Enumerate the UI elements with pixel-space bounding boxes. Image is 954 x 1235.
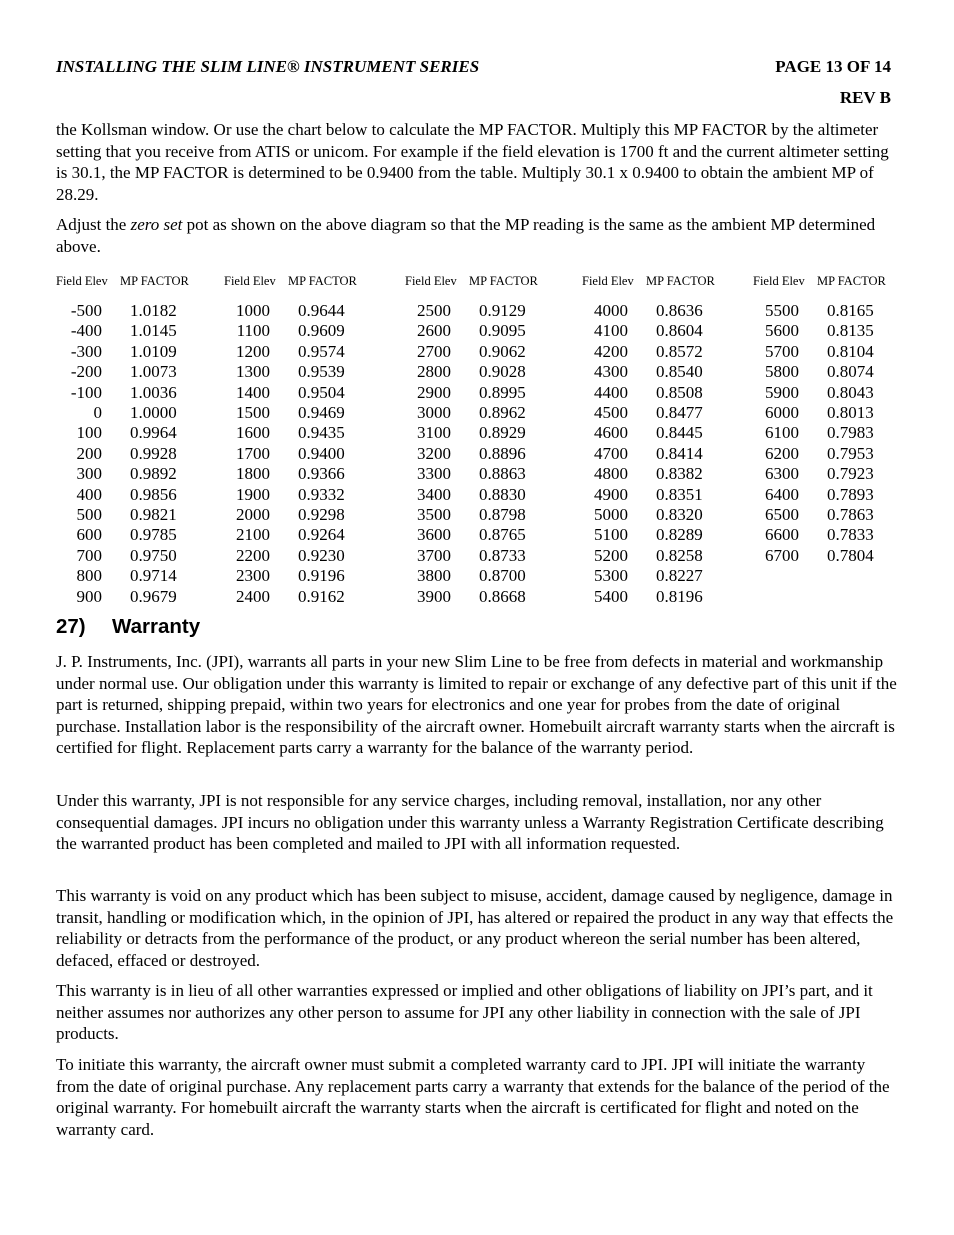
field-elevation-cell: 1900 [236, 484, 270, 504]
mp-factor-cell: 0.8104 [827, 341, 874, 361]
field-elevation-cell: 1800 [236, 464, 270, 484]
mp-factor-cell: 0.8445 [656, 423, 703, 443]
field-elevation-cell: 6700 [765, 545, 799, 565]
field-elevation-cell: 5100 [594, 525, 628, 545]
intro-paragraph-2 [56, 214, 902, 257]
mp-factor-cell: 0.9162 [298, 586, 345, 606]
field-elevation-cell: 2200 [236, 545, 270, 565]
field-elevation-cell: 5900 [765, 382, 799, 402]
mp-factor-cell: 0.7923 [827, 464, 874, 484]
mp-factor-cell: 0.8929 [479, 423, 526, 443]
mp-factor-cell: 0.8289 [656, 525, 703, 545]
warranty-paragraph-4: This warranty is in lieu of all other warranties expressed or implied and other obligations of liability on JPI’s part, and it neither assumes nor authorizes any other person to assume for JPI any other liability in connection with the sale of JPI products. [56, 981, 873, 1044]
mp-factor-cell: 0.9714 [130, 566, 177, 586]
mp-factor-cell: 0.8995 [479, 382, 526, 402]
field-elevation-cell: 4500 [594, 403, 628, 422]
mp-factor-cell: 0.8798 [479, 505, 526, 524]
field-elevation-cell: 4100 [594, 321, 628, 341]
mp-factor-cell: 0.9928 [130, 443, 177, 463]
field-elevation-cell: 3600 [417, 525, 451, 545]
field-elevation-cell: 1600 [236, 423, 270, 443]
field-elevation-cell: 200 [76, 443, 102, 463]
field-elevation-cell: 1300 [236, 362, 270, 382]
mp-factor-cell: 0.9964 [130, 423, 177, 443]
field-elevation-cell: 5200 [594, 545, 628, 565]
field-elevation-cell: 2500 [417, 301, 451, 320]
mp-factor-cell: 0.9644 [298, 301, 345, 320]
mp-factor-cell: 0.8962 [479, 403, 526, 422]
field-elevation-cell: 4900 [594, 484, 628, 504]
mp-factor-cell: 0.9400 [298, 443, 345, 463]
page-number: PAGE 13 OF 14 [775, 57, 891, 76]
mp-factor-cell: 1.0182 [130, 301, 177, 320]
mp-factor-cell: 0.8896 [479, 443, 526, 463]
mp-factor-cell: 1.0145 [130, 321, 177, 341]
section-title: Warranty [112, 615, 201, 638]
field-elevation-cell: 6600 [765, 525, 799, 545]
p2-emphasis: zero set [130, 215, 183, 234]
field-elevation-cell: 5500 [765, 301, 799, 320]
mp-factor-cell: 0.9750 [130, 545, 177, 565]
warranty-paragraph-3: This warranty is void on any product which has been subject to misuse, accident, damage caused by negligence, damage in transit, handling or modification which, in the opinion of JPI, has altered or repaired the product in any way that effects the reliability or detracts from the performance of the product, or any product whereon the serial number has been altered, defaced, effaced or destroyed. [56, 886, 894, 970]
field-elevation-cell: 2400 [236, 586, 270, 606]
field-elevation-cell: 3200 [417, 443, 451, 463]
field-elevation-cell: 700 [76, 545, 102, 565]
field-elevation-cell: 6400 [765, 484, 799, 504]
field-elevation-cell: 0 [93, 403, 102, 422]
mp-factor-cell: 0.7863 [827, 505, 874, 524]
field-elevation-cell: 3900 [417, 586, 451, 606]
mp-factor-cell: 0.9679 [130, 586, 177, 606]
mp-factor-cell: 0.9469 [298, 403, 345, 422]
field-elevation-cell: 3100 [417, 423, 451, 443]
mp-factor-cell: 0.8572 [656, 341, 703, 361]
field-elevation-cell: 5400 [594, 586, 628, 606]
field-elevation-cell: 100 [76, 423, 102, 443]
field-elevation-cell: 3400 [417, 484, 451, 504]
field-elevation-cell: 5700 [765, 341, 799, 361]
field-elevation-cell: -500 [70, 301, 102, 320]
field-elevation-cell: 3300 [417, 464, 451, 484]
mp-factor-cell: 0.7804 [827, 545, 874, 565]
mp-factor-cell: 0.9892 [130, 464, 177, 484]
field-elevation-cell: 5600 [765, 321, 799, 341]
field-elevation-cell: 5800 [765, 362, 799, 382]
mp-factor-cell: 0.7983 [827, 423, 874, 443]
mp-factor-cell: 0.8351 [656, 484, 703, 504]
warranty-paragraph-5: To initiate this warranty, the aircraft owner must submit a completed warranty card to JPI. JPI will initiate the warranty from the date of original purchase. Any replacement parts carry a warranty that extends for the balance of the period of the original warranty. For homebuilt aircraft the warranty starts when the aircraft is certificated for flight and noted on the warranty card. [56, 1055, 890, 1139]
revision-label: REV B [839, 88, 891, 107]
column-header-field-elev: Field Elev [582, 274, 634, 288]
warranty-paragraph-1: J. P. Instruments, Inc. (JPI), warrants all parts in your new Slim Line to be free from defects in material and workmanship under normal use. Our obligation under this warranty is limited to repair or exchange of any defective part of this unit if the part is returned, shipping prepaid, within two years for electronics and one year for probes from the date of original purchase. Installation labor is the responsibility of the aircraft owner. Homebuilt aircraft warranty starts when the aircraft is certified for flight. Replacement parts carry a warranty for the balance of the warranty period. [56, 652, 897, 758]
column-header-field-elev: Field Elev [56, 274, 108, 288]
warranty-paragraph-2: Under this warranty, JPI is not responsible for any service charges, including removal, installation, nor any other consequential damages. JPI incurs no obligation under this warranty unless a Warranty Registration Certificate describing the warranted product has been completed and mailed to JPI with all information requested. [56, 791, 884, 854]
mp-factor-cell: 0.9539 [298, 362, 345, 382]
mp-factor-cell: 0.9332 [298, 484, 345, 504]
mp-factor-cell: 0.8733 [479, 545, 526, 565]
field-elevation-cell: 1100 [236, 321, 270, 341]
field-elevation-cell: 5300 [594, 566, 628, 586]
mp-factor-cell: 0.9095 [479, 321, 526, 341]
column-header-mp-factor: MP FACTOR [120, 274, 189, 288]
mp-factor-cell: 0.8700 [479, 566, 526, 586]
field-elevation-cell: 1500 [236, 403, 270, 422]
section-number: 27) [56, 615, 86, 638]
mp-factor-cell: 1.0109 [130, 341, 177, 361]
field-elevation-cell: 400 [76, 484, 102, 504]
mp-factor-cell: 0.9574 [298, 341, 345, 361]
mp-factor-cell: 0.8258 [656, 545, 703, 565]
p2-text-before: Adjust the [56, 215, 131, 234]
field-elevation-cell: 2000 [236, 505, 270, 524]
mp-factor-cell: 0.8043 [827, 382, 874, 402]
field-elevation-cell: 2600 [417, 321, 451, 341]
field-elevation-cell: 1200 [236, 341, 270, 361]
column-header-field-elev: Field Elev [405, 274, 457, 288]
field-elevation-cell: 4800 [594, 464, 628, 484]
document-title: INSTALLING THE SLIM LINE® INSTRUMENT SERIES [56, 57, 480, 76]
field-elevation-cell: -300 [70, 341, 102, 361]
mp-factor-cell: 0.9785 [130, 525, 177, 545]
mp-factor-cell: 0.8636 [656, 301, 703, 320]
mp-factor-cell: 0.8135 [827, 321, 874, 341]
field-elevation-cell: 900 [76, 586, 102, 606]
mp-factor-cell: 0.7953 [827, 443, 874, 463]
mp-factor-cell: 0.9609 [298, 321, 345, 341]
mp-factor-cell: 0.8165 [827, 301, 874, 320]
mp-factor-cell: 1.0073 [130, 362, 177, 382]
field-elevation-cell: 4700 [594, 443, 628, 463]
field-elevation-cell: -100 [70, 382, 102, 402]
field-elevation-cell: 3800 [417, 566, 451, 586]
mp-factor-cell: 0.8668 [479, 586, 526, 606]
mp-factor-cell: 0.8604 [656, 321, 703, 341]
field-elevation-cell: 6200 [765, 443, 799, 463]
mp-factor-cell: 0.9230 [298, 545, 345, 565]
column-header-field-elev: Field Elev [224, 274, 276, 288]
field-elevation-cell: 4300 [594, 362, 628, 382]
field-elevation-cell: 4600 [594, 423, 628, 443]
mp-factor-cell: 0.9366 [298, 464, 345, 484]
field-elevation-cell: 3700 [417, 545, 451, 565]
mp-factor-cell: 0.8382 [656, 464, 703, 484]
mp-factor-cell: 0.9435 [298, 423, 345, 443]
intro-paragraph-1: the Kollsman window. Or use the chart below to calculate the MP FACTOR. Multiply this MP FACTOR by the altimeter setting that you receive from ATIS or unicom. For example if the field elevation is 1700 ft and the current altimeter setting is 30.1, the MP FACTOR is determined to be 0.9400 from the table. Multiply 30.1 x 0.9400 to obtain the ambient MP of 28.29. [56, 120, 889, 204]
column-header-mp-factor: MP FACTOR [817, 274, 886, 288]
field-elevation-cell: 600 [76, 525, 102, 545]
mp-factor-cell: 0.9821 [130, 505, 177, 524]
field-elevation-cell: 6100 [765, 423, 799, 443]
mp-factor-cell: 0.8013 [827, 403, 874, 422]
mp-factor-cell: 0.8414 [656, 443, 703, 463]
field-elevation-cell: 6300 [765, 464, 799, 484]
field-elevation-cell: 4000 [594, 301, 628, 320]
mp-factor-cell: 0.9504 [298, 382, 345, 402]
p2-text-after: pot as shown on the above diagram so that the MP reading is the same as the ambient MP determined above. [56, 215, 876, 256]
mp-factor-cell: 0.7893 [827, 484, 874, 504]
mp-factor-cell: 0.9264 [298, 525, 345, 545]
mp-factor-cell: 0.9129 [479, 301, 526, 320]
field-elevation-cell: 2800 [417, 362, 451, 382]
field-elevation-cell: 4400 [594, 382, 628, 402]
field-elevation-cell: 3000 [417, 403, 451, 422]
mp-factor-cell: 0.9062 [479, 341, 526, 361]
field-elevation-cell: 2900 [417, 382, 451, 402]
column-header-mp-factor: MP FACTOR [646, 274, 715, 288]
column-header-mp-factor: MP FACTOR [469, 274, 538, 288]
mp-factor-cell: 0.9028 [479, 362, 526, 382]
mp-factor-cell: 0.8830 [479, 484, 526, 504]
mp-factor-cell: 0.9856 [130, 484, 177, 504]
field-elevation-cell: 3500 [417, 505, 451, 524]
mp-factor-cell: 0.8074 [827, 362, 874, 382]
field-elevation-cell: 2300 [236, 566, 270, 586]
field-elevation-cell: 6500 [765, 505, 799, 524]
mp-factor-cell: 0.8227 [656, 566, 703, 586]
mp-factor-cell: 0.8320 [656, 505, 703, 524]
mp-factor-cell: 0.9196 [298, 566, 345, 586]
mp-factor-cell: 0.8540 [656, 362, 703, 382]
mp-factor-cell: 0.7833 [827, 525, 874, 545]
field-elevation-cell: 5000 [594, 505, 628, 524]
field-elevation-cell: 1000 [236, 301, 270, 320]
field-elevation-cell: 4200 [594, 341, 628, 361]
mp-factor-cell: 0.8477 [656, 403, 703, 422]
field-elevation-cell: -400 [70, 321, 102, 341]
field-elevation-cell: -200 [70, 362, 102, 382]
field-elevation-cell: 6000 [765, 403, 799, 422]
field-elevation-cell: 300 [76, 464, 102, 484]
field-elevation-cell: 2700 [417, 341, 451, 361]
field-elevation-cell: 800 [76, 566, 102, 586]
mp-factor-cell: 0.8508 [656, 382, 703, 402]
mp-factor-cell: 0.8765 [479, 525, 526, 545]
mp-factor-cell: 0.9298 [298, 505, 345, 524]
mp-factor-cell: 0.8863 [479, 464, 526, 484]
field-elevation-cell: 1700 [236, 443, 270, 463]
mp-factor-cell: 1.0000 [130, 403, 177, 422]
column-header-mp-factor: MP FACTOR [288, 274, 357, 288]
column-header-field-elev: Field Elev [753, 274, 805, 288]
field-elevation-cell: 500 [76, 505, 102, 524]
field-elevation-cell: 2100 [236, 525, 270, 545]
mp-factor-cell: 1.0036 [130, 382, 177, 402]
mp-factor-cell: 0.8196 [656, 586, 703, 606]
field-elevation-cell: 1400 [236, 382, 270, 402]
